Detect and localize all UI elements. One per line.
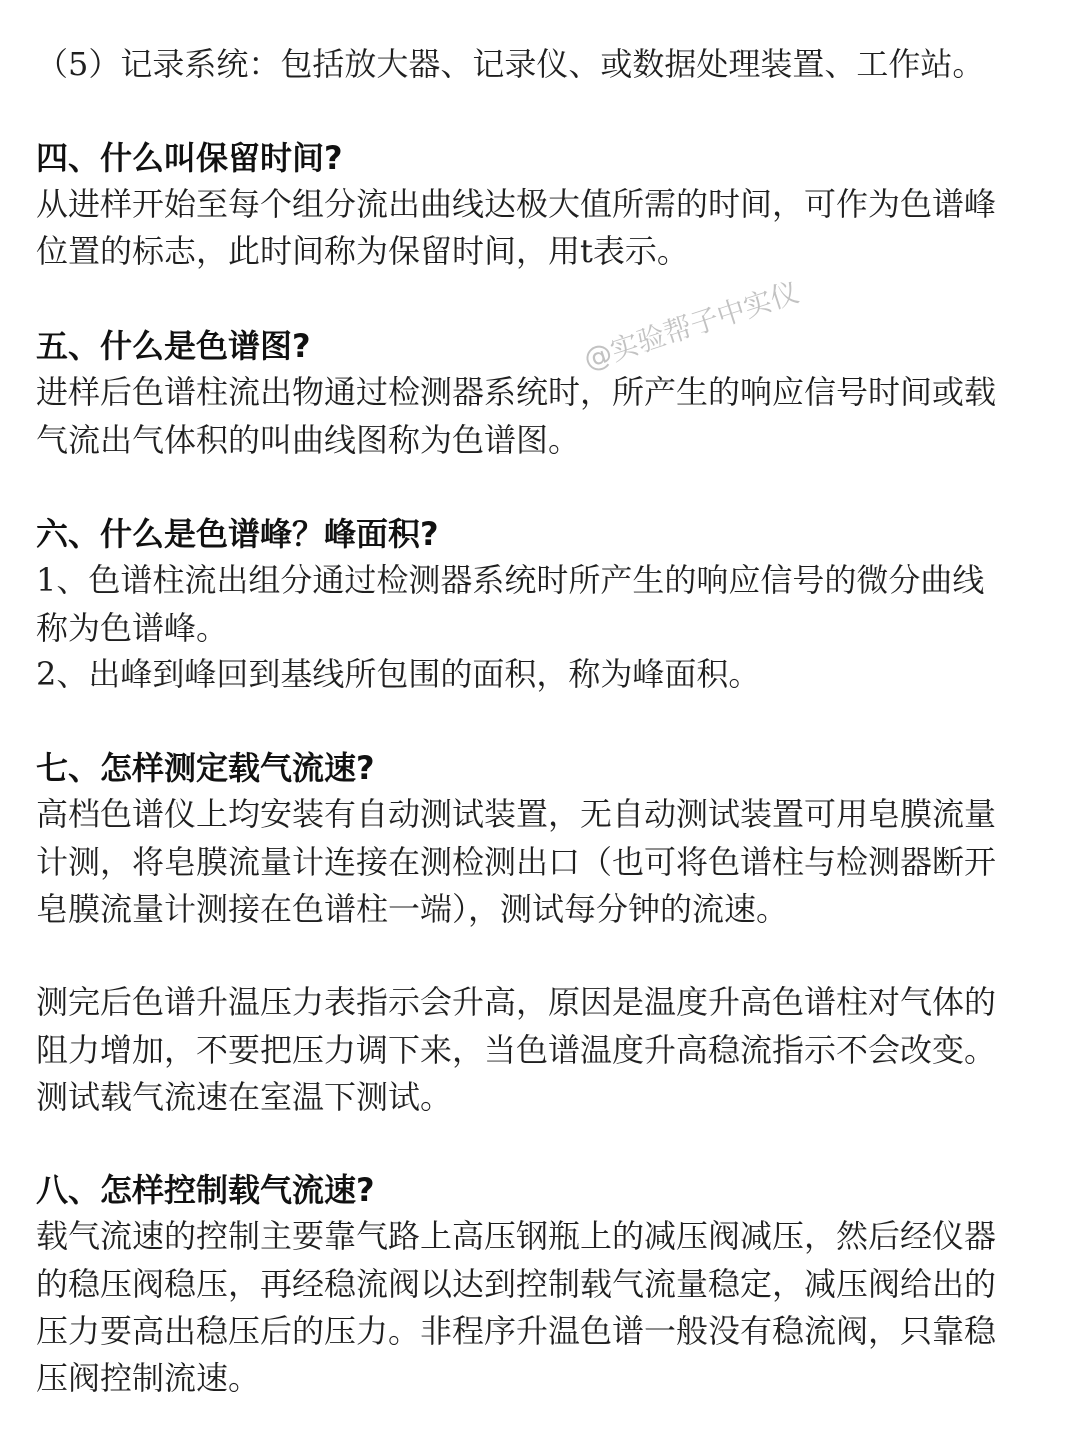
section-8-line-1: 载气流速的控制主要靠气路上高压钢瓶上的减压阀减压，然后经仪器 bbox=[36, 1217, 997, 1255]
section-8-heading: 八、怎样控制载气流速? bbox=[36, 1171, 375, 1209]
section-4-heading: 四、什么叫保留时间? bbox=[36, 139, 343, 177]
section-6-line-2: 称为色谱峰。 bbox=[36, 609, 229, 647]
section-8-line-4: 压阀控制流速。 bbox=[36, 1359, 261, 1397]
section-4-line-1: 从进样开始至每个组分流出曲线达极大值所需的时间，可作为色谱峰 bbox=[36, 185, 997, 223]
section-7-line-2: 计测，将皂膜流量计连接在测检测出口（也可将色谱柱与检测器断开 bbox=[36, 843, 997, 881]
section-5-line-1: 进样后色谱柱流出物通过检测器系统时，所产生的响应信号时间或载 bbox=[36, 373, 997, 411]
section-7-para2-line-3: 测试载气流速在室温下测试。 bbox=[36, 1078, 453, 1116]
intro-line-1: （5）记录系统：包括放大器、记录仪、或数据处理装置、工作站。 bbox=[36, 45, 985, 83]
section-6-heading: 六、什么是色谱峰？峰面积? bbox=[36, 515, 439, 553]
section-4-line-2: 位置的标志，此时间称为保留时间，用t表示。 bbox=[36, 232, 689, 270]
section-7-line-1: 高档色谱仪上均安装有自动测试装置，无自动测试装置可用皂膜流量 bbox=[36, 795, 997, 833]
section-7-heading: 七、怎样测定载气流速? bbox=[36, 749, 375, 787]
watermark: @实验帮子中实仪 bbox=[579, 275, 803, 377]
section-7-para2-line-1: 测完后色谱升温压力表指示会升高，原因是温度升高色谱柱对气体的 bbox=[36, 983, 997, 1021]
section-8-line-3: 压力要高出稳压后的压力。非程序升温色谱一般没有稳流阀，只靠稳 bbox=[36, 1312, 997, 1350]
section-7-para2-line-2: 阻力增加，不要把压力调下来，当色谱温度升高稳流指示不会改变。 bbox=[36, 1031, 997, 1069]
section-5-heading: 五、什么是色谱图? bbox=[36, 327, 311, 365]
section-8-line-2: 的稳压阀稳压，再经稳流阀以达到控制载气流量稳定，减压阀给出的 bbox=[36, 1265, 997, 1303]
section-6-line-3: 2、出峰到峰回到基线所包围的面积，称为峰面积。 bbox=[36, 655, 761, 693]
section-7-line-3: 皂膜流量计测接在色谱柱一端），测试每分钟的流速。 bbox=[36, 890, 789, 928]
section-6-line-1: 1、色谱柱流出组分通过检测器系统时所产生的响应信号的微分曲线 bbox=[36, 561, 985, 599]
section-5-line-2: 气流出气体积的叫曲线图称为色谱图。 bbox=[36, 421, 581, 459]
